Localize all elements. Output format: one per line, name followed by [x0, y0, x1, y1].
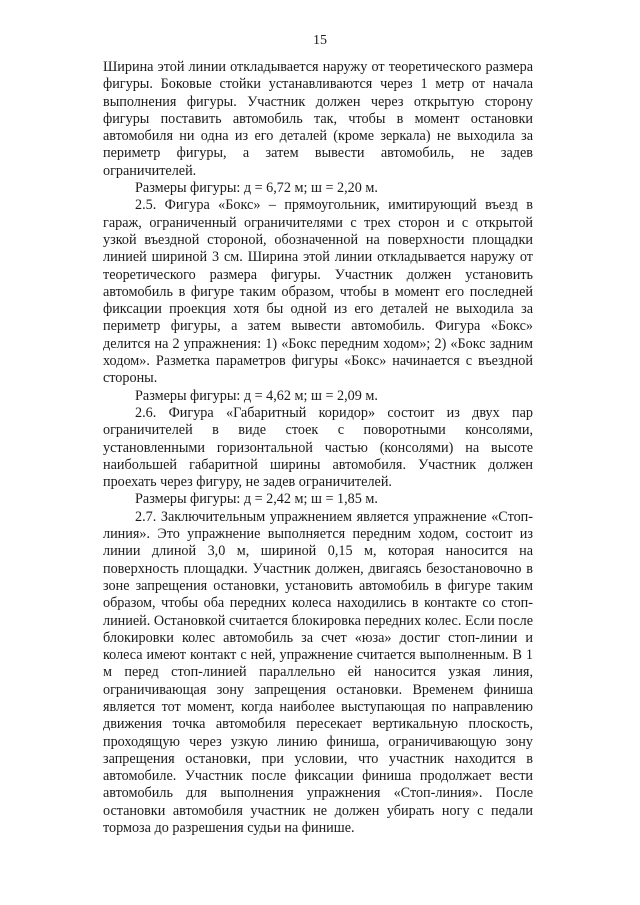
body-text: [103, 59, 533, 837]
paragraph-2-6-corridor: 2.6. Фигура «Габаритный коридор» состоит из двух пар ограничителей в виде стоек с поворотными консолями, установленными горизонтальной частью (консолями) на высоте наибольшей габаритной ширины автомобиля. Участник должен проехать через фигуру, не задев ограничителей.: [103, 404, 533, 491]
paragraph-dimensions-box: Размеры фигуры: д = 4,62 м; ш = 2,09 м.: [135, 387, 378, 404]
paragraph-dimensions-corridor: Размеры фигуры: д = 2,42 м; ш = 1,85 м.: [135, 491, 378, 508]
paragraph-2-5-box: 2.5. Фигура «Бокс» – прямоугольник, имитирующий въезд в гараж, ограниченный ограничителями с трех сторон и с открытой узкой въездной стороной, обозначенной на поверхности площадки линией шириной 3 см. Ширина этой линии откладывается наружу от теоретического размера фигуры. Участник должен установить автомобиль в фигуре таким образом, чтобы в момент его последней фиксации проекция хотя бы одной из его деталей не выходила за периметр фигуры, а затем вывести автомобиль. Фигура «Бокс» делится на 2 упражнения: 1) «Бокс передним ходом»; 2) «Бокс задним ходом». Разметка параметров фигуры «Бокс» начинается с въездной стороны.: [103, 197, 533, 387]
paragraph-2-7-stop-line: 2.7. Заключительным упражнением является упражнение «Стоп-линия». Это упражнение выполняется передним ходом, состоит из линии длиной 3,0 м, шириной 0,15 м, которая наносится на поверхность площадки. Участник должен, двигаясь безостановочно в зоне запрещения остановки, установить автомобиль в фигуре таким образом, чтобы оба передних колеса находились в контакте со стоп-линией. Остановкой считается блокировка передних колес. Если после блокировки колес автомобиль за счет «юза» достиг стоп-линии и колеса имеют контакт с ней, упражнение считается выполненным. В 1 м перед стоп-линией параллельно ей наносится узкая линия, ограничивающая зону запрещения остановки. Временем финиша является тот момент, когда наиболее выступающая по направлению движения точка автомобиля пересекает вертикальную плоскость, проходящую через узкую линию финиша, ограничивающую зону запрещения остановки, при условии, что участник находится в автомобиле. Участник после фиксации финиша продолжает вести автомобиль для выполнения упражнения «Стоп-линия». После остановки автомобиля участник не должен убирать ногу с педали тормоза до разрешения судьи на финише.: [103, 508, 533, 837]
page-number: 15: [313, 33, 327, 48]
paragraph-continuation: Ширина этой линии откладывается наружу от теоретического размера фигуры. Боковые стойки устанавливаются через 1 метр от начала выполнения фигуры. Участник должен через открытую сторону фигуры поставить автомобиль так, чтобы в момент остановки автомобиля ни одна из его деталей (кроме зеркала) не выходила за периметр фигуры, а затем вывести автомобиль, не задев ограничителей.: [103, 59, 533, 179]
paragraph-dimensions-1: Размеры фигуры: д = 6,72 м; ш = 2,20 м.: [135, 180, 378, 197]
